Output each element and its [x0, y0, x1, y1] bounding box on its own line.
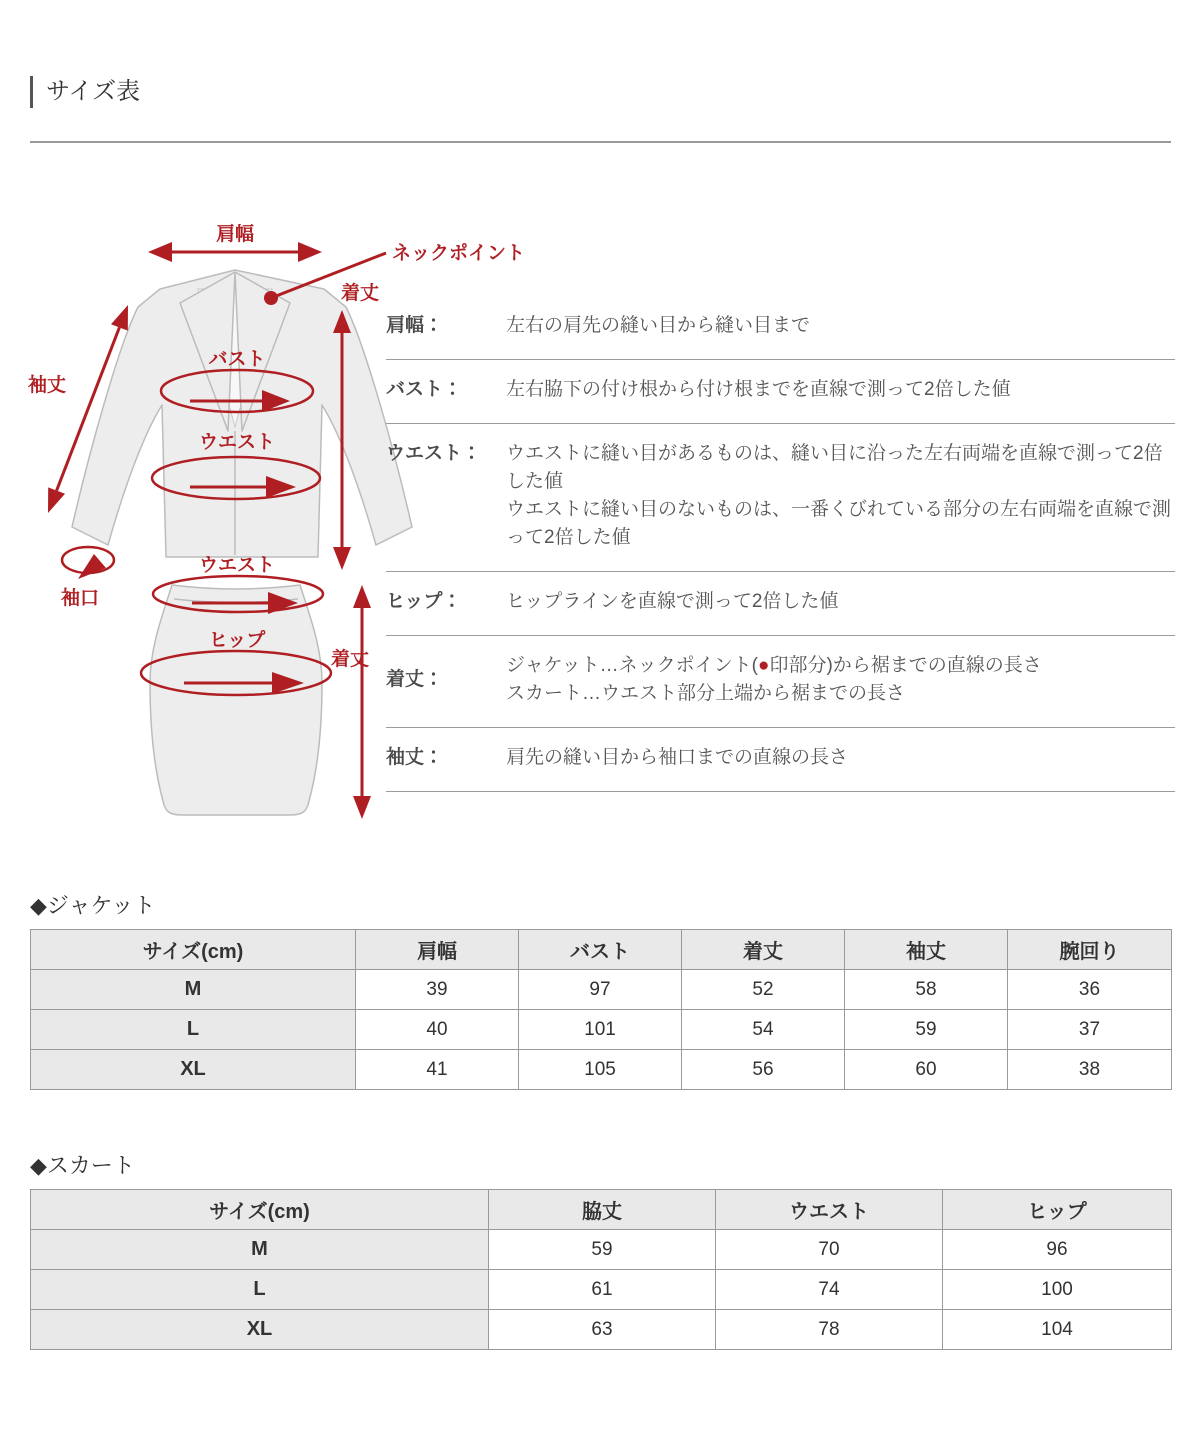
value-cell: 56: [682, 1050, 845, 1090]
value-cell: 59: [489, 1230, 716, 1270]
definition-row-bust: [386, 360, 1175, 424]
definition-term: 肩幅：: [386, 315, 444, 336]
size-cell: L: [31, 1270, 489, 1310]
jacket-col-arm: 腕回り: [1008, 930, 1172, 970]
definition-term: バスト：: [386, 379, 463, 400]
diagram-label-jacket-waist: ウエスト: [198, 432, 276, 453]
definition-row-hip: [386, 572, 1175, 636]
diagram-label-neck-point: ネックポイント: [392, 243, 526, 264]
value-cell: 70: [716, 1230, 943, 1270]
skirt-illustration: [150, 585, 322, 815]
shoulder-width-arrow: [148, 242, 322, 262]
skirt-col-waist: ウエスト: [716, 1190, 943, 1230]
size-cell: M: [31, 1230, 489, 1270]
skirt-length-arrow: [353, 585, 371, 819]
definition-description: 左右脇下の付け根から付け根までを直線で測って2倍した値: [506, 379, 1011, 400]
value-cell: 100: [943, 1270, 1172, 1310]
jacket-col-size: サイズ(cm): [31, 930, 356, 970]
diagram-label-shoulder-width: 肩幅: [215, 224, 255, 245]
value-cell: 52: [682, 970, 845, 1010]
diagram-label-jacket-length: 着丈: [340, 283, 380, 304]
diagram-label-skirt-length: 着丈: [330, 649, 370, 670]
skirt-section-heading: ◆スカート: [30, 1153, 135, 1178]
neck-point-marker: [264, 291, 278, 305]
definition-row-length: [386, 636, 1175, 728]
jacket-section-heading: ◆ジャケット: [30, 893, 156, 918]
value-cell: 74: [716, 1270, 943, 1310]
definition-term: ヒップ：: [386, 591, 462, 612]
neck-point-dot: ●: [758, 655, 770, 676]
title-divider: [30, 141, 1171, 143]
value-cell: 38: [1008, 1050, 1172, 1090]
jacket-size-table: [30, 929, 1172, 1090]
definition-description: ヒップラインを直線で測って2倍した値: [506, 591, 839, 612]
length-skirt-text: スカート…ウエスト部分上端から裾までの長さ: [506, 683, 906, 704]
value-cell: 39: [356, 970, 519, 1010]
skirt-size-table: [30, 1189, 1172, 1350]
definition-description: [506, 652, 1175, 708]
value-cell: 36: [1008, 970, 1172, 1010]
definition-description: ウエストに縫い目があるものは、縫い目に沿った左右両端を直線で測って2倍した値 ウエストに縫い目のないものは、一番くびれている部分の左右両端を直線で測って2倍した値: [506, 443, 1172, 548]
jacket-col-sleeve: 袖丈: [845, 930, 1008, 970]
value-cell: 41: [356, 1050, 519, 1090]
definition-row-sleeve-length: [386, 728, 1175, 792]
jacket-row-l: [31, 1010, 1172, 1050]
skirt-col-size: サイズ(cm): [31, 1190, 489, 1230]
definition-description: 肩先の縫い目から袖口までの直線の長さ: [506, 747, 849, 768]
value-cell: 78: [716, 1310, 943, 1350]
skirt-row-m: [31, 1230, 1172, 1270]
value-cell: 37: [1008, 1010, 1172, 1050]
definition-row-waist: [386, 424, 1175, 572]
size-cell: XL: [31, 1050, 356, 1090]
value-cell: 60: [845, 1050, 1008, 1090]
size-cell: XL: [31, 1310, 489, 1350]
length-jacket-text-suffix: 印部分)から裾までの直線の長さ: [769, 655, 1042, 676]
definition-description: 左右の肩先の縫い目から縫い目まで: [506, 315, 811, 336]
value-cell: 58: [845, 970, 1008, 1010]
definition-term: 着丈：: [386, 669, 444, 690]
jacket-col-shoulder: 肩幅: [356, 930, 519, 970]
measurement-definitions: [386, 296, 1175, 792]
definition-term: ウエスト：: [386, 443, 482, 464]
size-cell: M: [31, 970, 356, 1010]
value-cell: 61: [489, 1270, 716, 1310]
skirt-col-side-length: 脇丈: [489, 1190, 716, 1230]
value-cell: 63: [489, 1310, 716, 1350]
page-title: サイズ表: [30, 76, 140, 108]
diagram-label-hip: ヒップ: [208, 630, 266, 651]
value-cell: 96: [943, 1230, 1172, 1270]
jacket-table-header-row: [31, 930, 1172, 970]
diagram-label-sleeve-length: 袖丈: [27, 375, 67, 396]
value-cell: 104: [943, 1310, 1172, 1350]
definition-row-shoulder-width: [386, 296, 1175, 360]
skirt-table-header-row: [31, 1190, 1172, 1230]
value-cell: 101: [519, 1010, 682, 1050]
diagram-label-cuff: 袖口: [60, 588, 100, 609]
value-cell: 40: [356, 1010, 519, 1050]
diagram-label-bust: バスト: [208, 349, 266, 370]
value-cell: 59: [845, 1010, 1008, 1050]
skirt-col-hip: ヒップ: [943, 1190, 1172, 1230]
length-jacket-text-prefix: ジャケット…ネックポイント(: [506, 655, 758, 676]
value-cell: 54: [682, 1010, 845, 1050]
size-cell: L: [31, 1010, 356, 1050]
jacket-col-length: 着丈: [682, 930, 845, 970]
jacket-row-m: [31, 970, 1172, 1010]
value-cell: 97: [519, 970, 682, 1010]
diagram-label-skirt-waist: ウエスト: [198, 555, 276, 576]
skirt-row-l: [31, 1270, 1172, 1310]
jacket-col-bust: バスト: [519, 930, 682, 970]
definition-term: 袖丈：: [386, 747, 444, 768]
cuff-measure-ellipse: [62, 547, 114, 579]
value-cell: 105: [519, 1050, 682, 1090]
skirt-row-xl: [31, 1310, 1172, 1350]
jacket-row-xl: [31, 1050, 1172, 1090]
